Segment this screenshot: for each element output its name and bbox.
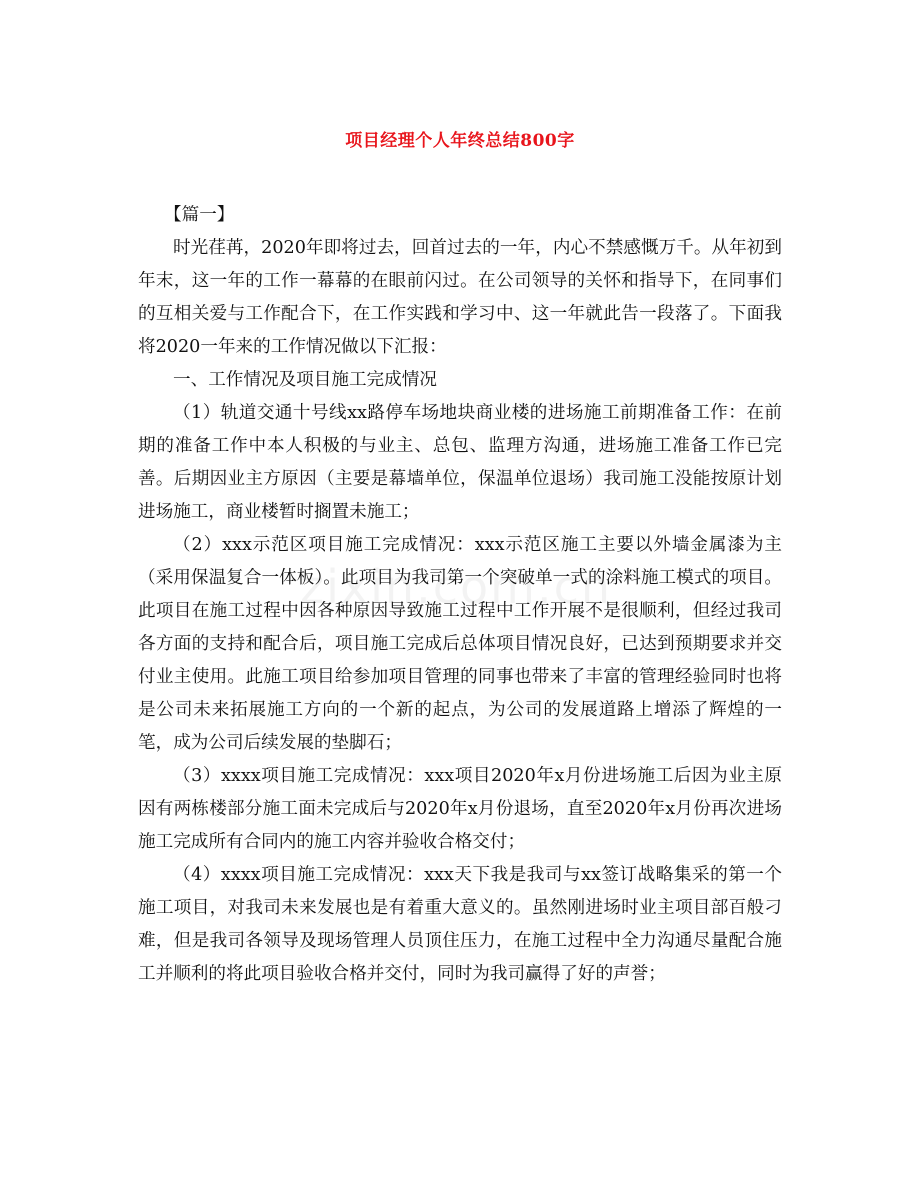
document-title: 项目经理个人年终总结800字: [345, 131, 575, 151]
section-heading: 一、工作情况及项目施工完成情况: [173, 370, 437, 390]
paragraph-item-4: （4）xxxx项目施工完成情况：xxx天下我是我司与xx签订战略集采的第一个施工项目，对我司未来发展也是有着重大意义的。虽然刚进场时业主项目部百般刁难，但是我司各领导及现场管理人员顶住压力，在施工过程中全力沟通尽量配合施工并顺利的将此项目验收合格并交付，同时为我司赢得了好的声誉；: [138, 865, 782, 984]
paragraph-item-1: （1）轨道交通十号线xx路停车场地块商业楼的进场施工前期准备工作：在前期的准备工作中本人积极的与业主、总包、监理方沟通，进场施工准备工作已完善。后期因业主方原因（主要是幕墙单位，保温单位退场）我司施工没能按原计划进场施工，商业楼暂时搁置未施工；: [138, 403, 782, 522]
paragraph-intro: 时光荏苒，2020年即将过去，回首过去的一年，内心不禁感慨万千。从年初到年末，这一年的工作一幕幕的在眼前闪过。在公司领导的关怀和指导下，在同事们的互相关爱与工作配合下，在工作实践和学习中、这一年就此告一段落了。下面我将2020一年来的工作情况做以下汇报：: [138, 238, 782, 357]
paragraph-item-3: （3）xxxx项目施工完成情况：xxx项目2020年x月份进场施工后因为业主原因有两栋楼部分施工面未完成后与2020年x月份退场，直至2020年x月份再次进场施工完成所有合同内的施工内容并验收合格交付；: [138, 766, 782, 852]
paragraph-item-2: （2）xxx示范区项目施工完成情况：xxx示范区施工主要以外墙金属漆为主（采用保温复合一体板）。此项目为我司第一个突破单一式的涂料施工模式的项目。此项目在施工过程中因各种原因导致施工过程中工作开展不是很顺利，但经过我司各方面的支持和配合后，项目施工完成后总体项目情况良好，已达到预期要求并交付业主使用。此施工项目给参加项目管理的同事也带来了丰富的管理经验同时也将是公司未来拓展施工方向的一个新的起点，为公司的发展道路上增添了辉煌的一笔，成为公司后续发展的垫脚石；: [138, 535, 782, 753]
document-body: [138, 199, 782, 991]
section-label: 【篇一】: [164, 205, 235, 225]
